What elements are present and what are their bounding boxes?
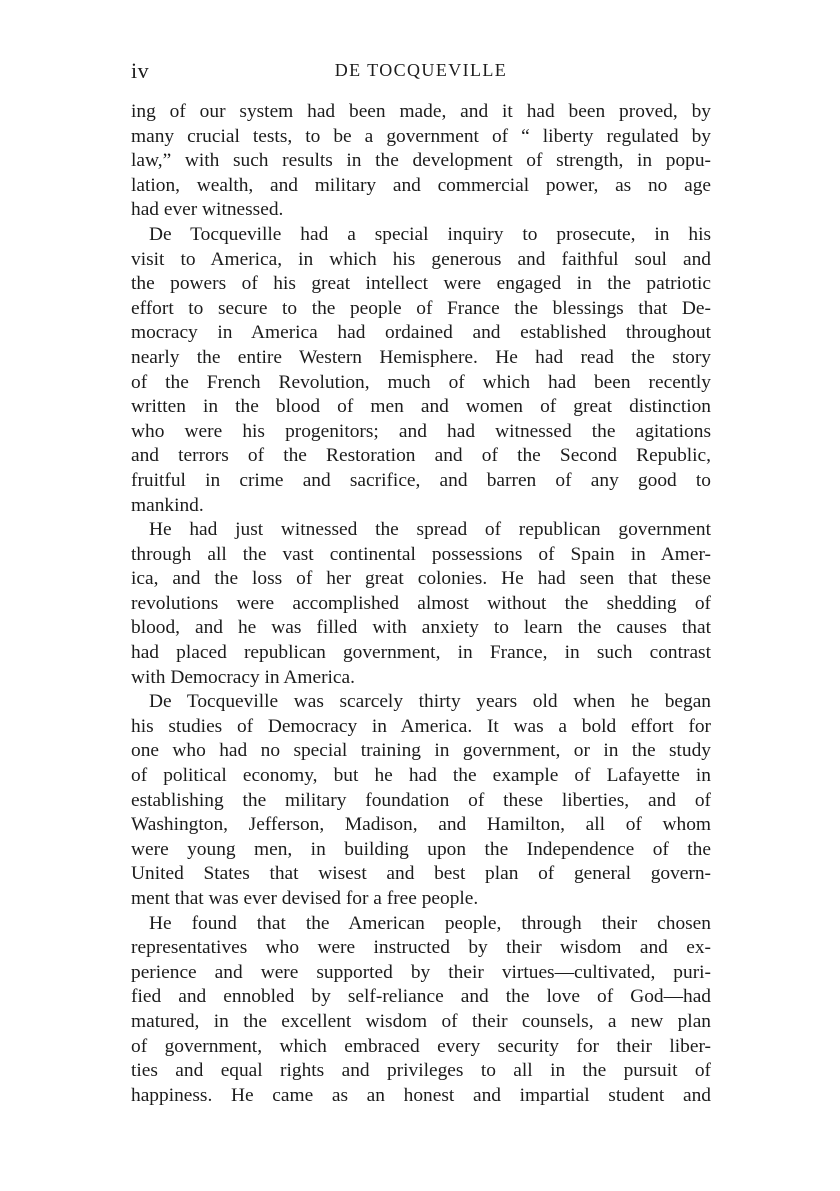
text-line: mankind. bbox=[131, 494, 204, 516]
text-line: ica, and the loss of her great colonies. He had seen that these bbox=[131, 568, 711, 590]
paragraph bbox=[131, 100, 711, 223]
text-line: He had just witnessed the spread of republican government bbox=[149, 519, 711, 541]
text-line: ties and equal rights and privileges to all in the pursuit of bbox=[131, 1060, 711, 1082]
text-line: De Tocqueville had a special inquiry to prosecute, in his bbox=[149, 223, 711, 245]
paragraph bbox=[131, 912, 711, 1109]
text-line: ing of our system had been made, and it had been proved, by bbox=[131, 101, 711, 122]
text-line: visit to America, in which his generous and faithful soul and bbox=[131, 248, 711, 270]
text-line: law,” with such results in the development of strength, in popu- bbox=[131, 150, 711, 172]
text-line: ment that was ever devised for a free people. bbox=[131, 888, 479, 909]
paragraph bbox=[131, 223, 711, 518]
text-line: many crucial tests, to be a government of “ liberty regulated by bbox=[131, 125, 711, 147]
text-line: lation, wealth, and military and commercial power, as no age bbox=[131, 174, 711, 196]
text-line: blood, and he was filled with anxiety to learn the causes that bbox=[131, 617, 711, 639]
text-line: United States that wisest and best plan of general govern- bbox=[131, 863, 711, 885]
text-line: matured, in the excellent wisdom of their counsels, a new plan bbox=[131, 1010, 711, 1032]
text-line: establishing the military foundation of these liberties, and of bbox=[131, 789, 711, 811]
text-line: written in the blood of men and women of great distinction bbox=[131, 396, 711, 418]
running-header bbox=[131, 58, 711, 90]
text-line: fruitful in crime and sacrifice, and barren of any good to bbox=[131, 469, 711, 491]
text-line: the powers of his great intellect were engaged in the patriotic bbox=[131, 273, 711, 295]
text-line: one who had no special training in government, or in the study bbox=[131, 740, 711, 762]
text-line: mocracy in America had ordained and established throughout bbox=[131, 322, 711, 344]
text-line: revolutions were accomplished almost without the shedding of bbox=[131, 592, 711, 614]
text-line: De Tocqueville was scarcely thirty years old when he began bbox=[149, 691, 711, 713]
text-line: happiness. He came as an honest and impartial student and bbox=[131, 1084, 711, 1106]
text-line: through all the vast continental possessions of Spain in Amer- bbox=[131, 543, 711, 565]
text-line: with Democracy in America. bbox=[131, 666, 355, 688]
page-number: iv bbox=[131, 58, 150, 83]
text-line: had ever witnessed. bbox=[131, 199, 284, 221]
text-line: representatives who were instructed by their wisdom and ex- bbox=[131, 937, 711, 959]
text-line: had placed republican government, in France, in such contrast bbox=[131, 642, 711, 664]
text-line: who were his progenitors; and had witnessed the agitations bbox=[131, 420, 711, 442]
paragraph bbox=[131, 518, 711, 690]
text-line: his studies of Democracy in America. It was a bold effort for bbox=[131, 715, 711, 737]
text-line: of the French Revolution, much of which had been recently bbox=[131, 371, 711, 393]
text-line: and terrors of the Restoration and of the Second Republic, bbox=[131, 445, 711, 467]
text-line: of political economy, but he had the example of Lafayette in bbox=[131, 765, 711, 787]
text-line: perience and were supported by their virtues—cultivated, puri- bbox=[131, 961, 711, 983]
text-line: effort to secure to the people of France the blessings that De- bbox=[131, 297, 711, 319]
paragraph bbox=[131, 690, 711, 911]
running-title: DE TOCQUEVILLE bbox=[334, 60, 508, 80]
text-line: fied and ennobled by self-reliance and the love of God—had bbox=[131, 986, 711, 1008]
text-line: were young men, in building upon the Independence of the bbox=[131, 838, 711, 860]
text-line: of government, which embraced every security for their liber- bbox=[131, 1035, 711, 1057]
text-line: nearly the entire Western Hemisphere. He had read the story bbox=[131, 346, 711, 368]
text-line: Washington, Jefferson, Madison, and Hamilton, all of whom bbox=[131, 814, 711, 836]
text-line: He found that the American people, through their chosen bbox=[149, 912, 711, 934]
body-text bbox=[131, 100, 711, 1108]
